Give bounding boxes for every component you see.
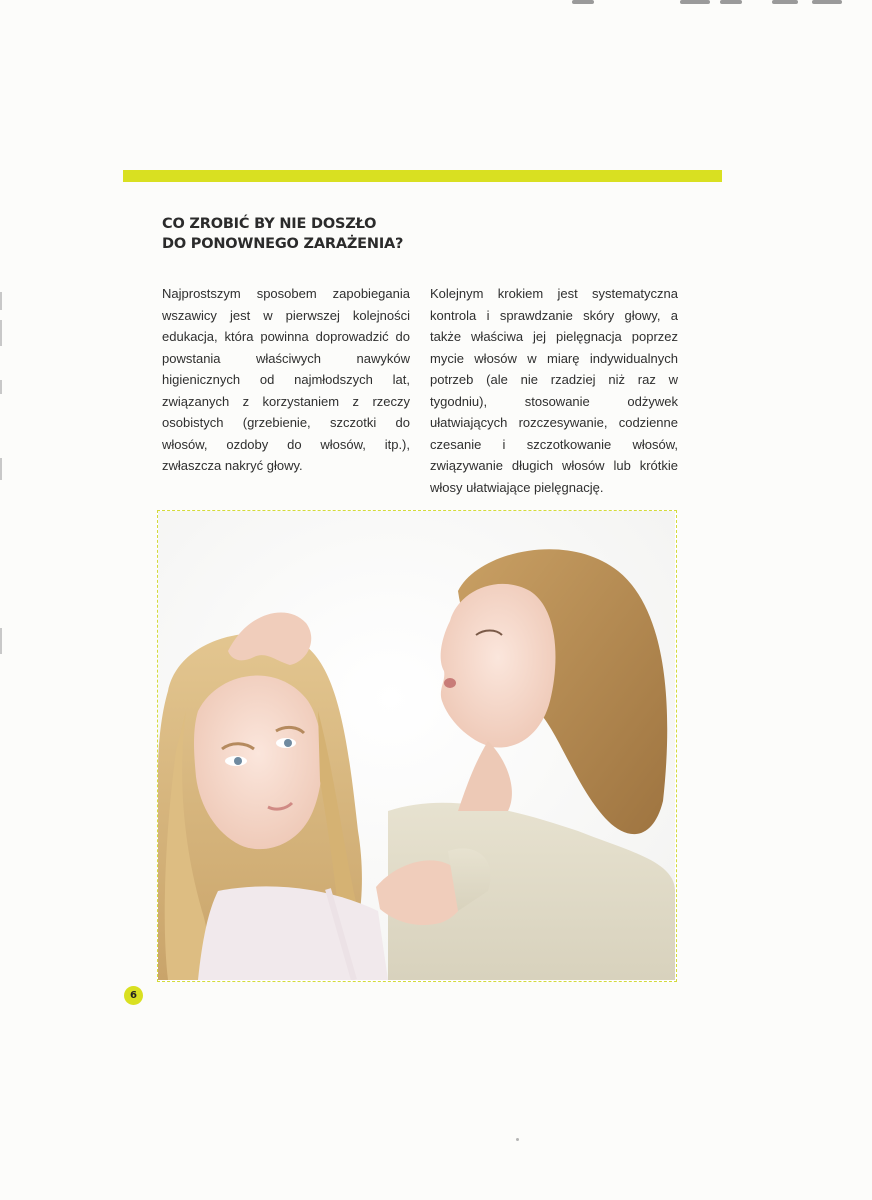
scan-edge-mark: [0, 320, 2, 346]
section-heading: [162, 214, 462, 254]
heading-line-1: CO ZROBIĆ BY NIE DOSZŁO: [162, 216, 377, 232]
paragraph-left: Najprostszym sposobem zapobiegania wszawicy jest w pierwszej kolejności edukacja, która powinna doprowadzić do powstania właściwych nawyków higienicznych od najmłodszych lat, związanych z korzystaniem z rzeczy osobistych (grzebienie, szczotki do włosów, ozdoby do włosów, itp.), zwłaszcza nakryć głowy.: [162, 286, 410, 473]
scan-edge-mark: [0, 458, 2, 480]
page-number-badge: 6: [124, 986, 143, 1005]
scan-edge-mark: [0, 292, 2, 310]
heading-line-2: DO PONOWNEGO ZARAŻENIA?: [162, 236, 404, 252]
scan-speck: [516, 1138, 519, 1141]
scan-edge-mark: [0, 628, 2, 654]
paragraph-right: Kolejnym krokiem jest systematyczna kontrola i sprawdzanie skóry głowy, a także właściwa jej pielęgnacja poprzez mycie włosów w miarę indywidualnych potrzeb (ale nie rzadziej niż raz w tygodniu), stosowanie odżywek ułatwiających rozczesywanie, codzienne czesanie i szczotkowanie włosów, związywanie długich włosów lub krótkie włosy ułatwiające pielęgnację.: [430, 286, 678, 495]
scan-artifact-top: [560, 0, 850, 6]
scan-edge-mark: [0, 380, 2, 394]
photo-mother-checking-daughter-hair: [157, 510, 677, 982]
accent-bar: [123, 170, 722, 182]
